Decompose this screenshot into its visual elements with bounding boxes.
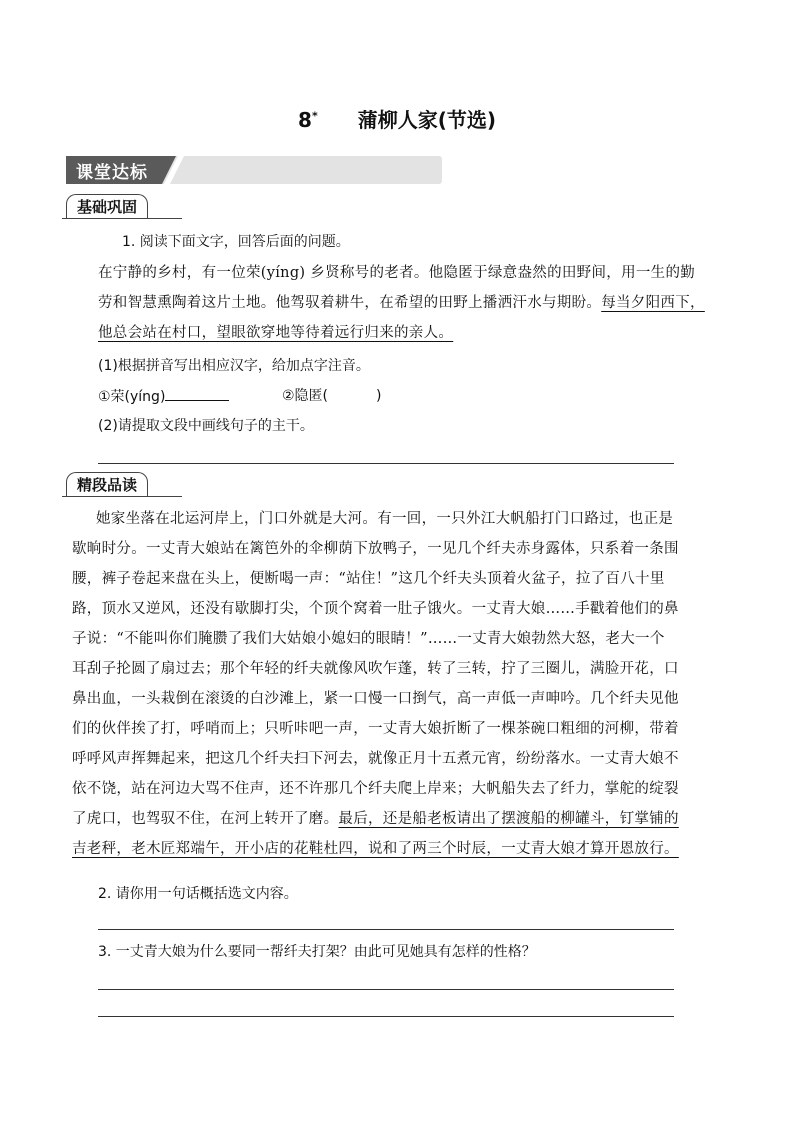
- q1-sub2: (2)请提取文段中画线句子的主干。: [98, 418, 314, 434]
- underlined-sentence-part-2: 他总会站在村口，望眼欲穿地等待着远行归来的亲人。: [98, 325, 454, 341]
- passage-line-11: 了虎口，也驾驭不住，在河上转开了磨。最后，还是船老板请出了摆渡船的柳罐斗，钉掌铺的: [72, 811, 679, 827]
- q2-prompt: 2. 请你用一句话概括选文内容。: [98, 886, 298, 902]
- passage-line-1: 她家坐落在北运河岸上，门口外就是大河。有一回，一只外江大帆船打门口路过，也正是: [96, 511, 674, 527]
- answer-line-q2[interactable]: [98, 929, 674, 930]
- reading-passage: [72, 504, 728, 864]
- passage-line-7: 鼻出血，一头栽倒在滚烫的白沙滩上，紧一口慢一口捯气，高一声低一声呻吟。几个纤夫见他: [72, 691, 679, 707]
- underlined-sentence-part-1: 每当夕阳西下，: [601, 295, 705, 311]
- passage-line-10: 依不饶，站在河边大骂不住声，还不许那几个纤夫爬上岸来；大帆船失去了纤力，掌舵的绽裂: [72, 781, 679, 797]
- passage-underlined-1: 最后，还是船老板请出了摆渡船的柳罐斗，钉掌铺的: [338, 811, 679, 827]
- page-title: [0, 104, 794, 133]
- lesson-title: 蒲柳人家(节选): [357, 108, 496, 132]
- passage-line-3: 腰，裤子卷起来盘在头上，便断喝一声：“站住！”这几个纤夫头顶着火盆子，拉了百八十里: [72, 571, 665, 587]
- passage-line-8: 们的伙伴挨了打，呼哨而上；只听咔吧一声，一丈青大娘折断了一棵茶碗口粗细的河柳，带着: [72, 721, 679, 737]
- answer-line-q3-1[interactable]: [98, 989, 674, 990]
- passage-line-4: 路，顶水又逆风，还没有歇脚打尖，个顶个窝着一肚子饿火。一丈青大娘……手戳着他们的鼻: [72, 601, 679, 617]
- q3-prompt: 3. 一丈青大娘为什么要同一帮纤夫打架？由此可见她具有怎样的性格？: [98, 944, 536, 960]
- q1-sub1-b: ②隐匿( ): [282, 388, 382, 404]
- passage-underlined-2: 吉老秤，老木匠郑端午，开小店的花鞋杜四，说和了两三个时辰，一丈青大娘才算开恩放行。: [72, 841, 679, 857]
- answer-line-q1-2[interactable]: [98, 463, 674, 464]
- passage-line-2: 歇晌时分。一丈青大娘站在篱笆外的伞柳荫下放鸭子，一见几个纤夫赤身露体，只系着一条围: [72, 541, 679, 557]
- section-banner: [66, 156, 442, 184]
- q1-line-1: 在宁静的乡村，有一位荣(yíng) 乡贤称号的老者。他隐匿于绿意盎然的田野间，用一生的勤: [98, 265, 696, 281]
- answer-blank-a[interactable]: [165, 386, 229, 401]
- q1-sub1: (1)根据拼音写出相应汉字，给加点字注音。: [98, 358, 370, 374]
- tag-basic: 基础巩固: [66, 194, 148, 219]
- banner-label: 课堂达标: [76, 163, 148, 183]
- passage-line-9: 呼呼风声挥舞起来，把这几个纤夫扫下河去，就像正月十五煮元宵，纷纷落水。一丈青大娘不: [72, 751, 679, 767]
- answer-line-q3-2[interactable]: [98, 1016, 674, 1017]
- q1-prompt: 1. 阅读下面文字，回答后面的问题。: [122, 234, 350, 250]
- q1-passage: [98, 258, 728, 348]
- tag-basic-underline: [62, 218, 182, 219]
- passage-line-5: 子说：“不能叫你们腌臜了我们大姑娘小媳妇的眼睛！”……一丈青大娘勃然大怒，老大一个: [72, 631, 665, 647]
- passage-line-6: 耳刮子抡圆了扇过去；那个年轻的纤夫就像风吹乍蓬，转了三转，拧了三圈儿，满脸开花，口: [72, 661, 679, 677]
- q1-line-2: 劳和智慧熏陶着这片土地。他驾驭着耕牛，在希望的田野上播洒汗水与期盼。每当夕阳西下，: [98, 295, 705, 311]
- q1-sub1-a: ①荣(yíng): [98, 386, 229, 407]
- tag-reading-underline: [62, 496, 182, 497]
- lesson-number: 8*: [298, 108, 318, 132]
- tag-reading: 精段品读: [66, 472, 148, 497]
